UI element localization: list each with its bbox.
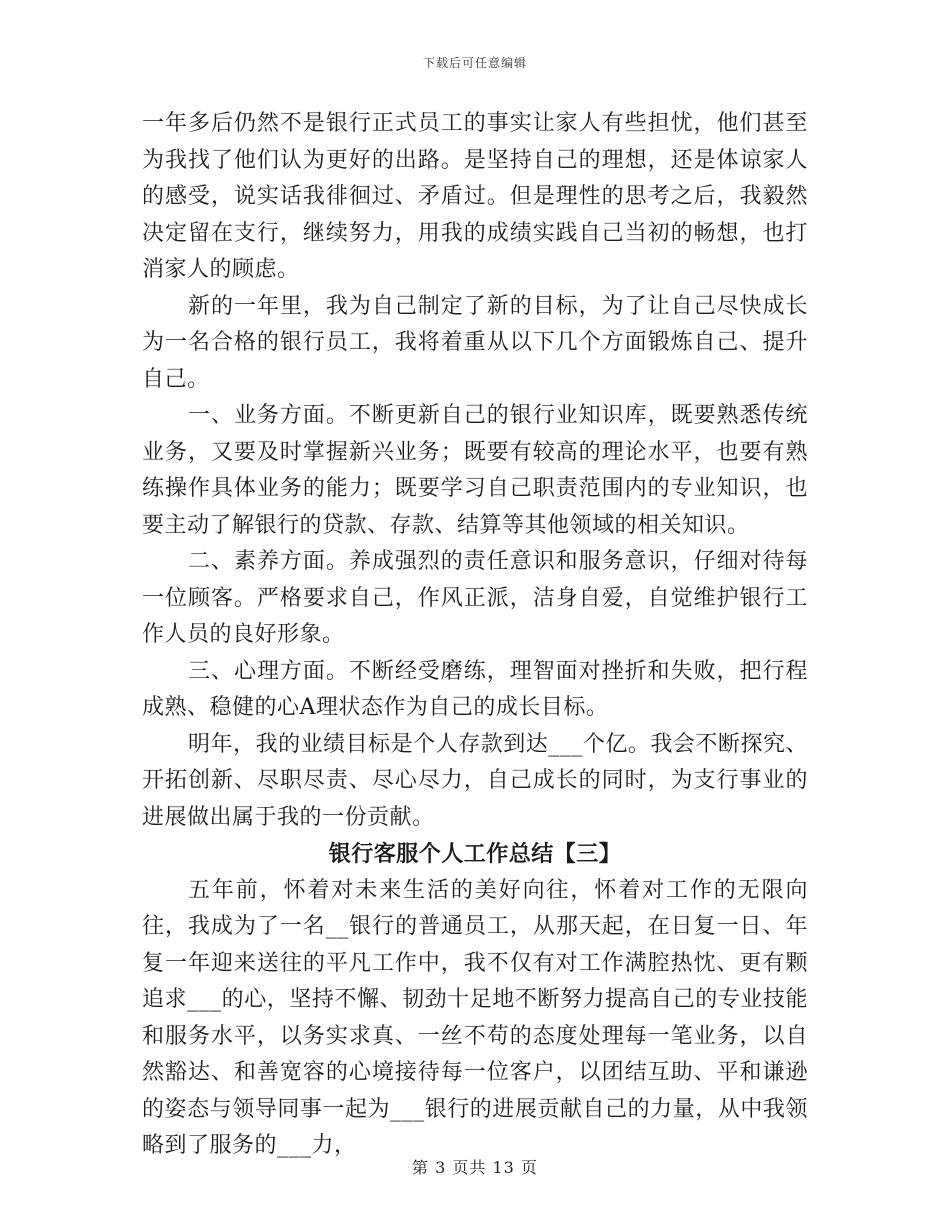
paragraph-continued: 一年多后仍然不是银行正式员工的事实让家人有些担忧，他们甚至为我找了他们认为更好的出路。是坚持自己的理想，还是体谅家人的感受，说实话我徘徊过、矛盾过。但是理性的思考之后，我毅然决定留在支行，继续努力，用我的成绩实践自己当初的畅想，也打消家人的顾虑。 [142, 111, 808, 282]
paragraph-new-year-goals: 新的一年里，我为自己制定了新的目标，为了让自己尽快成长为一名合格的银行员工，我将着重从以下几个方面锻炼自己、提升自己。 [142, 293, 808, 392]
document-body [142, 106, 808, 1165]
paragraph-quality: 二、素养方面。养成强烈的责任意识和服务意识，仔细对待每一位顾客。严格要求自己，作风正派，洁身自爱，自觉维护银行工作人员的良好形象。 [142, 549, 808, 647]
page-header: 下载后可任意编辑 [422, 56, 527, 70]
paragraph-next-year: 明年，我的业绩目标是个人存款到达___个亿。我会不断探究、开拓创新、尽职尽责、尽心尽力，自己成长的同时，为支行事业的进展做出属于我的一份贡献。 [142, 731, 808, 830]
paragraph-psychology: 三、心理方面。不断经受磨练，理智面对挫折和失败，把行程成熟、稳健的心A理状态作为自己的成长目标。 [142, 658, 808, 720]
paragraph-section-three: 五年前，怀着对未来生活的美好向往，怀着对工作的无限向往，我成为了一名__银行的普通员工，从那天起，在日复一日、年复一年迎来送往的平凡工作中，我不仅有对工作满腔热忱、更有颗追求___的心，坚持不懈、韧劲十足地不断努力提高自己的专业技能和服务水平，以务实求真、一丝不苟的态度处理每一笔业务，以自然豁达、和善宽容的心境接待每一位客户，以团结互助、平和谦逊的姿态与领导同事一起为___银行的进展贡献自己的力量，从中我领略到了服务的___力， [142, 877, 808, 1158]
paragraph-business: 一、业务方面。不断更新自己的银行业知识库，既要熟悉传统业务，又要及时掌握新兴业务；既要有较高的理论水平，也要有熟练操作具体业务的能力；既要学习自己职责范围内的专业知识，也要主动了解银行的贷款、存款、结算等其他领域的相关知识。 [142, 403, 808, 538]
page-number: 第 3 页共 13 页 [412, 1158, 538, 1177]
section-title: 银行客服个人工作总结【三】 [328, 841, 622, 867]
